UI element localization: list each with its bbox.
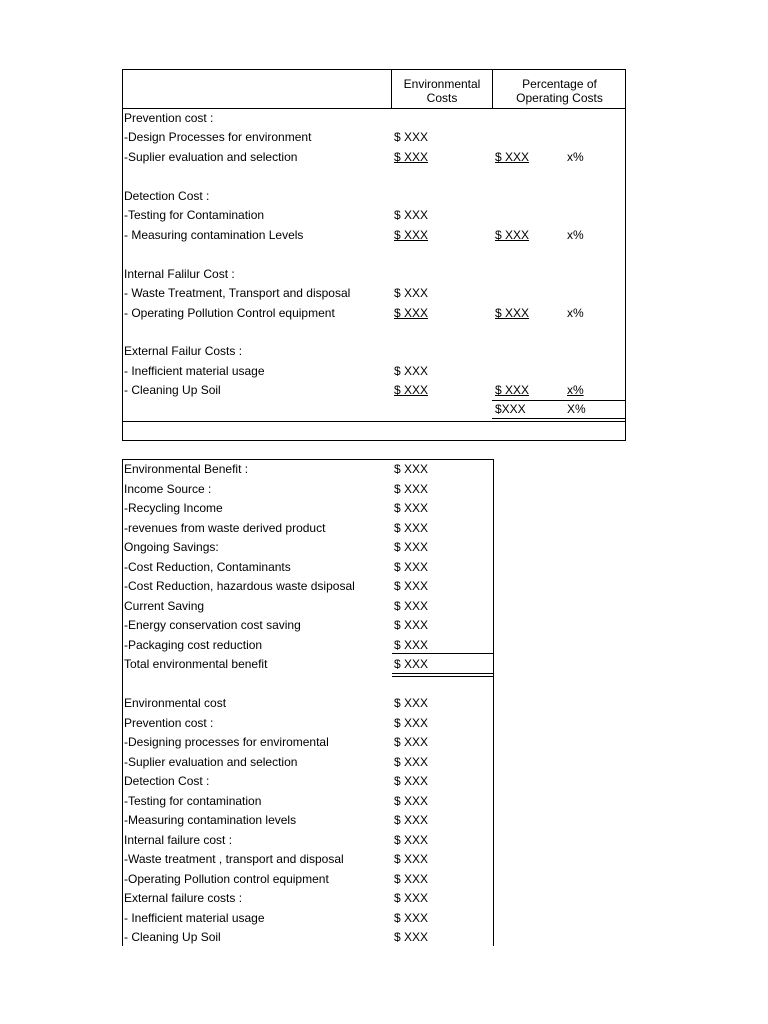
benefit-row-label: -Packaging cost reduction [124, 638, 263, 652]
total-bottom-line-2 [122, 421, 626, 422]
benefit-row-label: External failure costs : [124, 891, 243, 905]
benefit-row-value: $ XXX [394, 735, 429, 749]
benefit-row-label: -Energy conservation cost saving [124, 618, 301, 632]
benefit-row-value: $ XXX [394, 696, 429, 710]
total-benefit-double-line-1 [392, 673, 494, 674]
benefit-row-label: Prevention cost : [124, 716, 214, 730]
benefit-row-label: -Suplier evaluation and selection [124, 755, 298, 769]
benefit-row-label: - Cleaning Up Soil [124, 930, 221, 944]
row-env-cost: $ XXX [394, 228, 429, 242]
row-env-cost: $ XXX [394, 364, 429, 378]
row-env-cost: $ XXX [394, 286, 429, 300]
row-label: Detection Cost : [124, 189, 210, 203]
row-label: - Inefficient material usage [124, 364, 265, 378]
benefit-row-value: $ XXX [394, 911, 429, 925]
benefit-row-value: $ XXX [394, 872, 429, 886]
row-label: Prevention cost : [124, 111, 214, 125]
row-percentage: x% [567, 150, 584, 164]
row-label: Internal Falilur Cost : [124, 267, 235, 281]
header-pct-line2: Operating Costs [516, 91, 603, 105]
total-benefit-top-line [392, 653, 494, 654]
row-env-cost: $ XXX [394, 383, 429, 397]
benefit-row-value: $ XXX [394, 833, 429, 847]
row-subtotal: $ XXX [495, 150, 530, 164]
benefit-row-value: $ XXX [394, 852, 429, 866]
benefit-row-label: -revenues from waste derived product [124, 521, 326, 535]
header-environmental-costs [392, 77, 492, 105]
total-benefit-double-line-2 [392, 676, 494, 677]
benefit-table-left-border [122, 459, 123, 946]
benefit-row-label: Environmental Benefit : [124, 462, 249, 476]
benefit-row-value: $ XXX [394, 579, 429, 593]
benefit-row-label: Current Saving [124, 599, 205, 613]
benefit-row-label: Ongoing Savings: [124, 540, 219, 554]
header-env-line1: Environmental [403, 77, 481, 91]
benefit-row-label: -Designing processes for enviromental [124, 735, 329, 749]
row-label: - Waste Treatment, Transport and disposal [124, 286, 351, 300]
benefit-row-label: -Operating Pollution control equipment [124, 872, 329, 886]
benefit-row-label: -Cost Reduction, hazardous waste dsiposal [124, 579, 355, 593]
benefit-row-value: $ XXX [394, 657, 429, 671]
row-subtotal: $ XXX [495, 306, 530, 320]
row-label: - Operating Pollution Control equipment [124, 306, 335, 320]
row-label: External Failur Costs : [124, 344, 243, 358]
total-subtotal: $XXX [495, 402, 526, 416]
total-percentage: X% [567, 402, 586, 416]
benefit-row-label: -Measuring contamination levels [124, 813, 297, 827]
total-bottom-line-1 [492, 418, 626, 419]
benefit-row-value: $ XXX [394, 813, 429, 827]
row-percentage: x% [567, 383, 584, 397]
benefit-row-label: Detection Cost : [124, 774, 210, 788]
benefit-row-value: $ XXX [394, 599, 429, 613]
row-label: - Measuring contamination Levels [124, 228, 304, 242]
row-label: -Design Processes for environment [124, 130, 312, 144]
benefit-row-value: $ XXX [394, 560, 429, 574]
row-subtotal: $ XXX [495, 383, 530, 397]
benefit-row-label: Total environmental benefit [124, 657, 268, 671]
benefit-row-value: $ XXX [394, 618, 429, 632]
row-env-cost: $ XXX [394, 150, 429, 164]
row-label: -Testing for Contamination [124, 208, 265, 222]
benefit-row-value: $ XXX [394, 501, 429, 515]
row-env-cost: $ XXX [394, 130, 429, 144]
benefit-row-label: - Inefficient material usage [124, 911, 265, 925]
benefit-table-top-border [122, 459, 494, 460]
benefit-row-label: Internal failure cost : [124, 833, 233, 847]
benefit-row-label: -Recycling Income [124, 501, 223, 515]
benefit-row-value: $ XXX [394, 638, 429, 652]
header-bottom-line [122, 108, 626, 109]
benefit-row-label: Environmental cost [124, 696, 227, 710]
benefit-row-value: $ XXX [394, 755, 429, 769]
benefit-table-right-border [493, 459, 494, 946]
row-percentage: x% [567, 228, 584, 242]
row-env-cost: $ XXX [394, 208, 429, 222]
benefit-row-value: $ XXX [394, 462, 429, 476]
benefit-row-value: $ XXX [394, 521, 429, 535]
benefit-row-value: $ XXX [394, 794, 429, 808]
benefit-row-value: $ XXX [394, 716, 429, 730]
header-env-line2: Costs [426, 91, 458, 105]
header-percentage-operating [493, 77, 626, 105]
row-label: -Suplier evaluation and selection [124, 150, 298, 164]
row-env-cost: $ XXX [394, 306, 429, 320]
benefit-row-value: $ XXX [394, 774, 429, 788]
row-label: - Cleaning Up Soil [124, 383, 221, 397]
benefit-row-value: $ XXX [394, 891, 429, 905]
benefit-row-label: -Waste treatment , transport and disposal [124, 852, 344, 866]
header-pct-line1: Percentage of [522, 77, 597, 91]
total-top-line [492, 400, 626, 401]
benefit-row-label: Income Source : [124, 482, 212, 496]
row-subtotal: $ XXX [495, 228, 530, 242]
benefit-row-label: -Cost Reduction, Contaminants [124, 560, 291, 574]
benefit-row-value: $ XXX [394, 540, 429, 554]
benefit-row-label: -Testing for contamination [124, 794, 262, 808]
benefit-row-value: $ XXX [394, 482, 429, 496]
row-percentage: x% [567, 306, 584, 320]
benefit-row-value: $ XXX [394, 930, 429, 944]
